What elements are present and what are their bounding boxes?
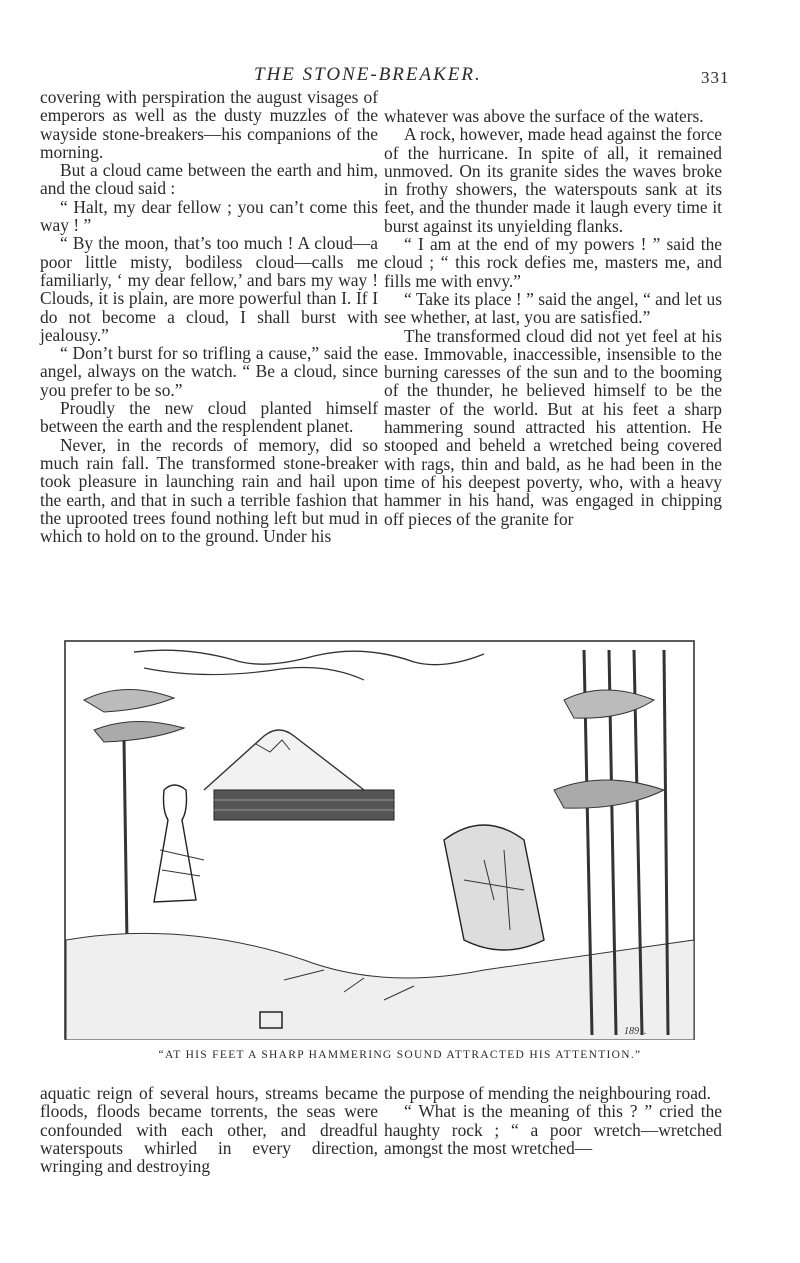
paragraph: “ By the moon, that’s too much ! A cloud—a poor little misty, bodiless cloud—calls me familiarly, ‘ my dear fellow,’ and bars my way ! Clouds, it is plain, are more powerful than I. If I do not become a cloud, I shall burst with jealousy.” [40, 233, 378, 345]
illustration-caption: “AT HIS FEET A SHARP HAMMERING SOUND ATTRACTED HIS ATTENTION.” [158, 1049, 642, 1061]
text-column-bottom-left [40, 1084, 378, 1175]
running-title: THE STONE-BREAKER. [254, 64, 482, 85]
text-column-top-left [40, 88, 378, 545]
paragraph: Never, in the records of memory, did so much rain fall. The transformed stone-breaker took pleasure in launching rain and hail upon the earth, and that in such a terrible fashion that the uprooted trees found nothing left but mud in which to hold on to the ground. Under his [40, 434, 378, 547]
paragraph: covering with perspiration the august visages of emperors as well as the dusty muzzles of the wayside stone-breakers—his companions of the morning. [40, 87, 378, 162]
paragraph: The transformed cloud did not yet feel at his ease. Immovable, inaccessible, insensible to the burning caresses of the sun and to the booming of the thunder, he believed himself to be the master of the world. But at his feet a sharp hammering sound attracted his attention. He stooped and beheld a wretched being covered with rags, thin and bald, as he had been in the time of his deepest poverty, who, with a heavy hammer in his hand, was engaged in chipping off pieces of the granite for [384, 325, 722, 529]
paragraph: A rock, however, made head against the force of the hurricane. In spite of all, it remained unmoved. On its granite sides the waves broke in frothy showers, the waterspouts sank at its feet, and the thunder made it laugh every time it burst against its unyielding flanks. [384, 124, 722, 236]
artist-signature: 1891. [624, 1026, 647, 1037]
paragraph: aquatic reign of several hours, streams became floods, floods became torrents, the seas were confounded with each other, and dreadful waterspouts whirled in every direction, wringing and destroying [40, 1083, 378, 1177]
text-column-top-right [384, 107, 722, 528]
illustration [64, 640, 695, 1040]
paragraph: But a cloud came between the earth and him, and the cloud said : [40, 160, 378, 199]
paragraph: Proudly the new cloud planted himself between the earth and the resplendent planet. [40, 398, 378, 437]
page-number: 331 [701, 68, 730, 87]
paragraph: “ I am at the end of my powers ! ” said the cloud ; “ this rock defies me, masters me, and fills me with envy.” [384, 234, 722, 291]
paragraph: the purpose of mending the neighbouring road. [384, 1083, 711, 1103]
paragraph: “ Take its place ! ” said the angel, “ and let us see whether, at last, you are satisfied.” [384, 288, 722, 328]
paragraph: “ Don’t burst for so trifling a cause,” said the angel, always on the watch. “ Be a cloud, since you prefer to be so.” [40, 343, 378, 400]
paragraph: “ What is the meaning of this ? ” cried the haughty rock ; “ a poor wretch—wretched amongst the most wretched— [384, 1101, 722, 1158]
text-column-bottom-right [384, 1084, 722, 1157]
paragraph: “ Halt, my dear fellow ; you can’t come this way ! ” [40, 196, 378, 236]
paragraph: whatever was above the surface of the waters. [384, 106, 704, 126]
